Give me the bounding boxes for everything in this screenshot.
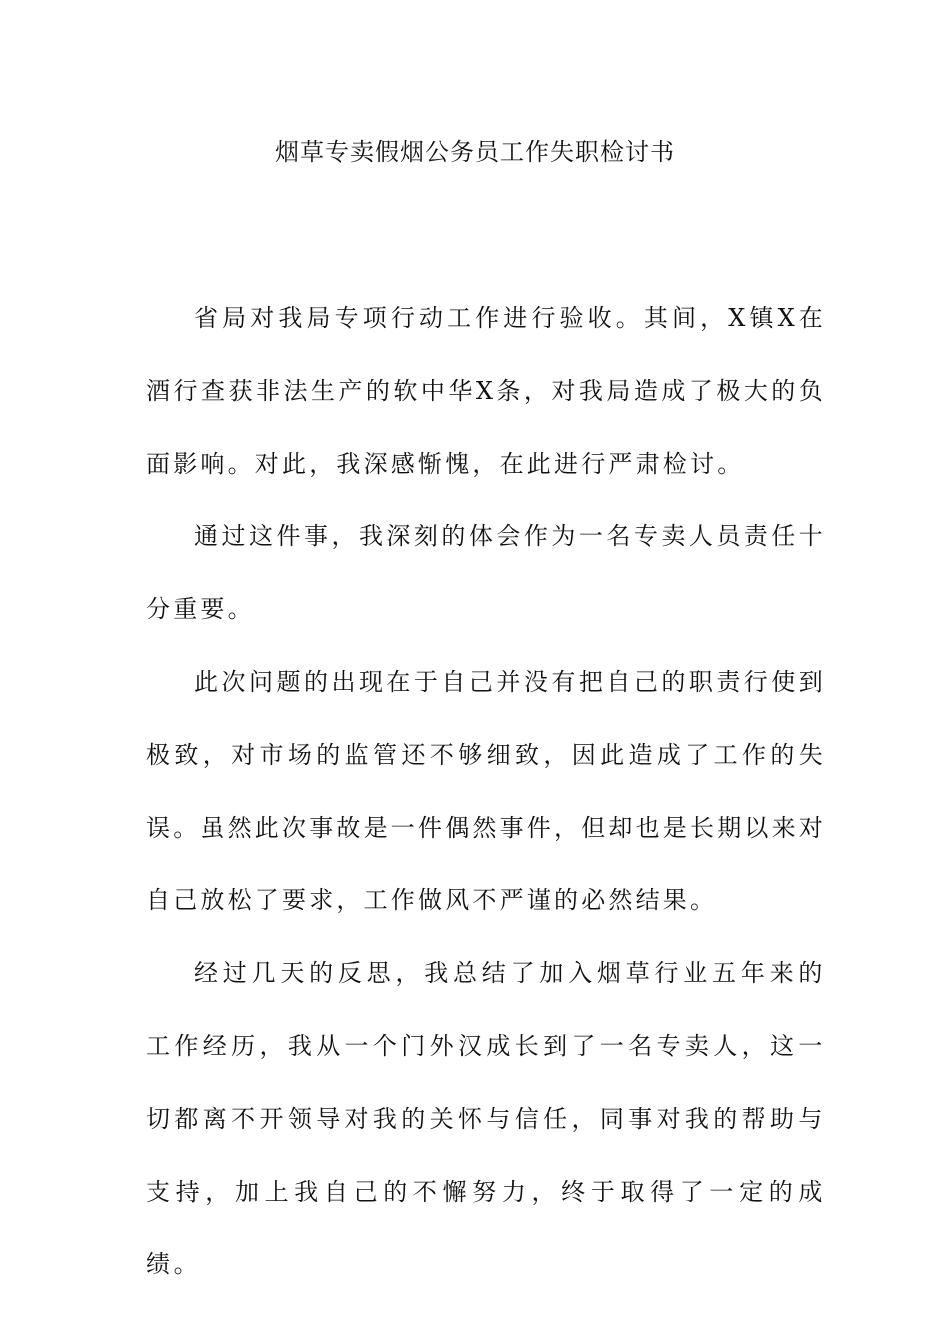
document-title: 烟草专卖假烟公务员工作失职检讨书 (275, 138, 675, 166)
paragraph-1: 省局对我局专项行动工作进行验收。其间，X镇X在酒行查获非法生产的软中华X条，对我局造成了极大的负面影响。对此，我深感惭愧，在此进行严肃检讨。 (146, 304, 826, 478)
paragraph-4: 经过几天的反思，我总结了加入烟草行业五年来的工作经历，我从一个门外汉成长到了一名专卖人，这一切都离不开领导对我的关怀与信任，同事对我的帮助与支持，加上我自己的不懈努力，终于取得了一定的成绩。 (146, 959, 826, 1279)
document-body (146, 282, 826, 1301)
paragraph-2: 通过这件事，我深刻的体会作为一名专卖人员责任十分重要。 (146, 522, 826, 624)
paragraph-3: 此次问题的出现在于自己并没有把自己的职责行使到极致，对市场的监管还不够细致，因此造成了工作的失误。虽然此次事故是一件偶然事件，但却也是长期以来对自己放松了要求，工作做风不严谨的必然结果。 (146, 667, 826, 915)
